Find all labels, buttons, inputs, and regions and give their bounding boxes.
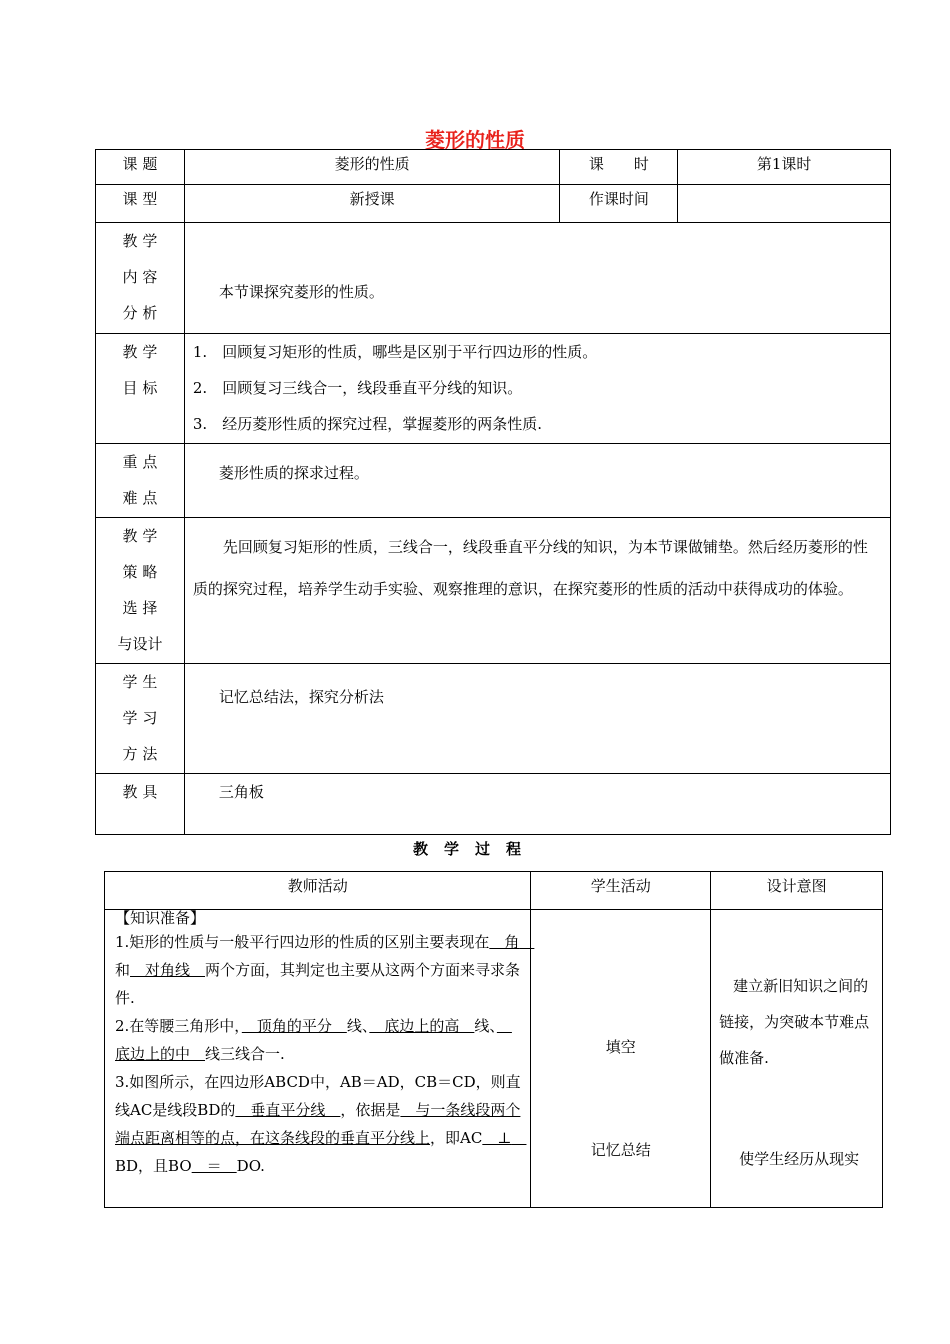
section-heading: 【知识准备】: [115, 909, 206, 927]
method-label: [96, 664, 185, 774]
strategy-label-line: 与设计: [117, 635, 163, 653]
strategy-label-line: 教 学: [122, 527, 158, 545]
content-label-line: 内 容: [122, 268, 158, 286]
strategy-label-line: 策 略: [122, 563, 158, 581]
content-label-line: 分 析: [122, 304, 158, 322]
question-2: 2.在等腰三角形中， 顶角的平分 线、 底边上的高 线、 底边上的中 线三线合一.: [115, 1017, 512, 1063]
process-subtitle: 教学过程: [412, 840, 537, 858]
method-label-line: 学 生: [122, 673, 158, 691]
blank-answer: 对角线: [130, 961, 206, 979]
goals-label-line: 目 标: [122, 379, 158, 397]
method-label-line: 学 习: [122, 709, 158, 727]
method-label-line: 方 法: [122, 745, 158, 763]
method-value: 记忆总结法，探究分析法: [184, 664, 890, 774]
student-activity-fill: 填空: [605, 1038, 636, 1056]
blank-answer: 与一条线段两个端点距离相等的点，在这条线段的垂直平分线上: [115, 1101, 521, 1147]
strategy-label-line: 选 择: [122, 599, 158, 617]
goal-item: 2. 回顾复习三线合一，线段垂直平分线的知识。: [192, 379, 523, 397]
key-label-line: 难 点: [122, 489, 158, 507]
key-label-line: 重 点: [122, 453, 158, 471]
blank-answer: 顶角的平分: [241, 1017, 347, 1035]
intent-text-1: 建立新旧知识之间的链接，为突破本节难点做准备.: [719, 977, 870, 1067]
time-value: [678, 185, 891, 223]
student-activity: [531, 910, 711, 1208]
blank-answer: 角: [489, 933, 535, 951]
header-teacher: 教师活动: [105, 872, 531, 910]
blank-answer: 垂直平分线: [235, 1101, 341, 1119]
goal-item: 3. 经历菱形性质的探究过程，掌握菱形的两条性质.: [192, 415, 542, 433]
goal-item: 1. 回顾复习矩形的性质，哪些是区别于平行四边形的性质。: [192, 343, 598, 361]
blank-answer: 底边上的中: [115, 1017, 512, 1063]
content-label-line: 教 学: [122, 232, 158, 250]
goals-label: [96, 334, 185, 444]
header-student: 学生活动: [531, 872, 711, 910]
tools-label: 教 具: [96, 774, 185, 835]
header-intent: 设计意图: [711, 872, 883, 910]
strategy-label: [96, 518, 185, 664]
key-value: 菱形性质的探求过程。: [184, 444, 890, 518]
teacher-activity: [105, 909, 535, 1208]
lesson-info-table: [95, 149, 891, 835]
topic-value: 菱形的性质: [184, 150, 559, 185]
period-value: 第1课时: [678, 150, 891, 185]
type-label: 课 型: [96, 185, 185, 223]
blank-answer: ⊥: [482, 1129, 527, 1147]
tools-value: 三角板: [184, 774, 890, 835]
question-1: 1.矩形的性质与一般平行四边形的性质的区别主要表现在 角 和 对角线 两个方面，其判定也主要从这两个方面来寻求条件.: [115, 933, 535, 1007]
goals-list: [184, 334, 890, 444]
period-label: 课 时: [560, 150, 678, 185]
question-3: 3.如图所示，在四边形ABCD中，AB＝AD，CB＝CD，则直线AC是线段BD的 垂直平分线 ，依据是 与一条线段两个端点距离相等的点，在这条线段的垂直平分线上，即AC ⊥ BD，且BO ＝ DO.: [115, 1073, 527, 1175]
type-value: 新授课: [184, 185, 559, 223]
topic-label: 课 题: [96, 150, 185, 185]
intent-text-2: 使学生经历从现实: [739, 1150, 860, 1168]
content-value: 本节课探究菱形的性质。: [184, 223, 890, 334]
student-activity-summary: 记忆总结: [590, 1141, 651, 1159]
key-label: [96, 444, 185, 518]
document-title: 菱形的性质: [425, 128, 525, 152]
design-intent: [711, 910, 883, 1208]
time-label: 作课时间: [560, 185, 678, 223]
goals-label-line: 教 学: [122, 343, 158, 361]
blank-answer: 底边上的高: [369, 1017, 475, 1035]
strategy-value: 先回顾复习矩形的性质，三线合一，线段垂直平分线的知识，为本节课做铺垫。然后经历菱形的性质的探究过程，培养学生动手实验、观察推理的意识，在探究菱形的性质的活动中获得成功的体验。: [184, 518, 890, 664]
teaching-process-table: [104, 871, 883, 1208]
blank-answer: ＝: [191, 1157, 237, 1175]
content-label: [96, 223, 185, 334]
